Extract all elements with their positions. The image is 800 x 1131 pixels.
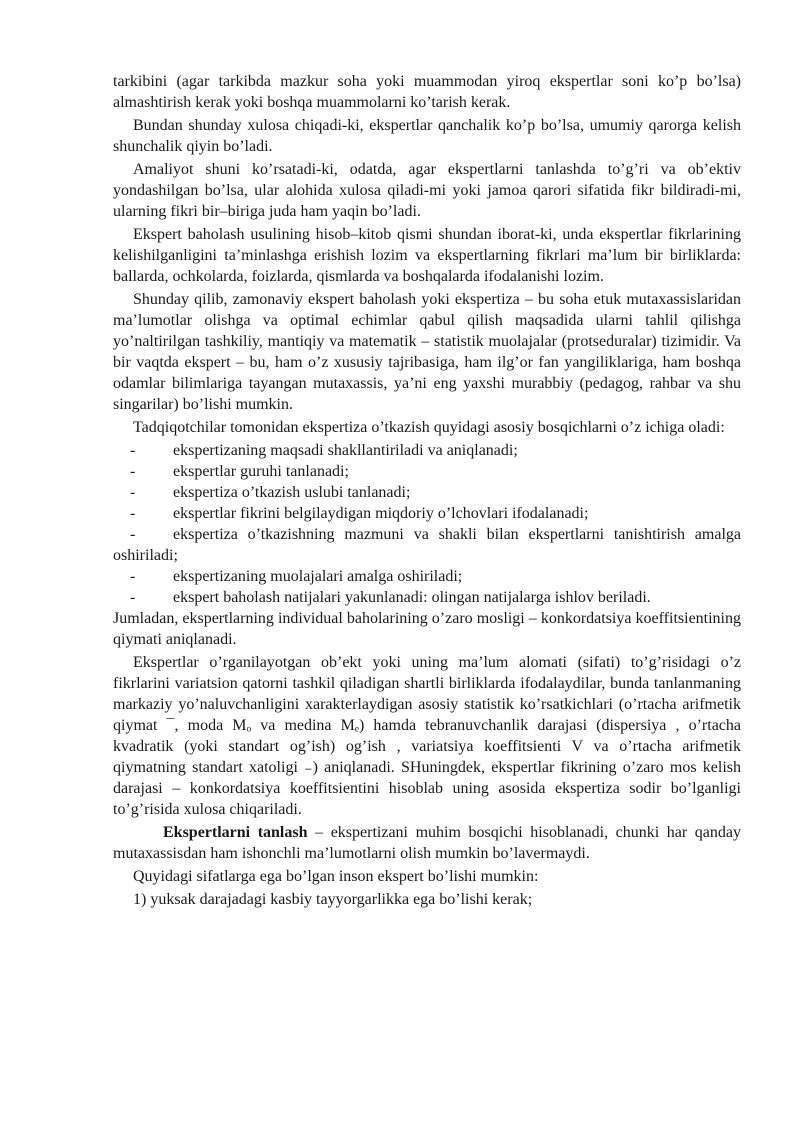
paragraph-1: tarkibini (agar tarkibda mazkur soha yoki muammodan yiroq ekspertlar soni ko’p bo’lsa) almashtirish kerak yoki boshqa muammolarni ko’tarish kerak. bbox=[113, 73, 741, 111]
paragraph-9-text: – ekspertizani muhim bosqichi hisoblanadi, chunki har qanday mutaxassisdan ham ishonchli ma’lumotlarni olish mumkin bo’lavermaydi. bbox=[113, 824, 742, 862]
list-item-text: ekspertizaning muolajalari amalga oshiriladi; bbox=[173, 568, 463, 585]
list-item bbox=[113, 440, 741, 461]
list-item bbox=[113, 566, 741, 587]
list-item bbox=[113, 587, 741, 608]
list-dash: - bbox=[130, 442, 136, 459]
paragraph-9 bbox=[113, 822, 741, 864]
paragraph-3: Amaliyot shuni ko’rsatadi-ki, odatda, agar ekspertlarni tanlashda to’g’ri va ob’ektiv yondashilgan bo’lsa, ular alohida xulosa qiladi-mi yoki jamoa qarori sifatida fikr bildiradi-mi, ularning fikri bir–biriga juda ham yaqin bo’ladi. bbox=[113, 161, 741, 220]
document-page bbox=[113, 71, 741, 912]
paragraph-11: 1) yuksak darajadagi kasbiy tayyorgarlikka ega bo’lishi kerak; bbox=[133, 891, 533, 908]
list-item-text: ekspertlar guruhi tanlanadi; bbox=[173, 463, 349, 480]
list-dash: - bbox=[130, 505, 136, 522]
paragraph-8: Ekspertlar o’rganilayotgan ob’ekt yoki uning ma’lum alomati (sifati) to’g’risidagi o’z fikrlarini variatsion qatorni tashkil qiladigan shartli birliklarda ifodalaydilar, bunda tanlanmaning markaziy yo’naluvchanligini xarakterlaydigan asosiy statistik ko’rsatkichlari (o’rtacha arifmetik qiymat ¯, moda Mₒ va medina Mₑ) hamda tebranuvchanlik darajasi (dispersiya , o’rtacha kvadratik (yoki standart og’ish) og’ish , variatsiya koeffitsienti V va o’rtacha arifmetik qiymatning standart xatoligi ₋) aniqlanadi. SHuningdek, ekspertlar fikrining o’zaro mos kelish darajasi – konkordatsiya koeffitsientini hisoblab uning asosida ekspertiza sodir bo’lganligi to’g’risida xulosa chiqariladi. bbox=[113, 654, 741, 818]
list-item-text: ekspertizaning maqsadi shakllantiriladi va aniqlanadi; bbox=[173, 442, 518, 459]
paragraph-5: Shunday qilib, zamonaviy ekspert baholash yoki ekspertiza – bu soha etuk mutaxassislaridan ma’lumotlar olishga va optimal echimlar qabul qilish maqsadida ularni tahlil qilishga yo’naltirilgan tashkiliy, mantiqiy va matematik – statistik muolajalar (protseduralar) tizimidir. Va bir vaqtda ekspert – bu, ham o’z xususiy tajribasiga, ham ilg’or fan yangiliklariga, ham boshqa odamlar bilimlariga tayangan mutaxassis, ya’ni eng yaxshi murabbiy (pedagog, rahbar va shu singarilar) bo’lishi mumkin. bbox=[113, 291, 741, 413]
list-item bbox=[113, 524, 741, 566]
list-item bbox=[113, 461, 741, 482]
list-item-text: ekspertiza o’tkazishning mazmuni va shakli bilan ekspertlarni tanishtirish amalga oshiriladi; bbox=[113, 526, 741, 564]
paragraph-2: Bundan shunday xulosa chiqadi-ki, ekspertlar qanchalik ko’p bo’lsa, umumiy qarorga kelish shunchalik qiyin bo’ladi. bbox=[113, 117, 741, 155]
list-dash: - bbox=[130, 589, 136, 606]
stages-list bbox=[113, 440, 741, 608]
list-dash: - bbox=[130, 526, 136, 543]
paragraph-6: Tadqiqotchilar tomonidan ekspertiza o’tkazish quyidagi asosiy bosqichlarni o’z ichiga oladi: bbox=[133, 419, 725, 436]
list-item-text: ekspert baholash natijalari yakunlanadi: olingan natijalarga ishlov beriladi. bbox=[173, 589, 651, 606]
bold-term: Ekspertlarni tanlash bbox=[163, 824, 308, 841]
list-item bbox=[113, 482, 741, 503]
list-item bbox=[113, 503, 741, 524]
paragraph-7: Jumladan, ekspertlarning individual baholarining o’zaro mosligi – konkordatsiya koeffitsientining qiymati aniqlanadi. bbox=[113, 610, 741, 648]
paragraph-10: Quyidagi sifatlarga ega bo’lgan inson ekspert bo’lishi mumkin: bbox=[133, 868, 539, 885]
list-item-text: ekspertiza o’tkazish uslubi tanlanadi; bbox=[173, 484, 411, 501]
list-dash: - bbox=[130, 484, 136, 501]
paragraph-4: Ekspert baholash usulining hisob–kitob qismi shundan iborat-ki, unda ekspertlar fikrlarining kelishilganligini ta’minlashga erishish lozim va ekspertlarning fikrlari ma’lum bir birliklarda: ballarda, ochkolarda, foizlarda, qismlarda va boshqalarda ifodalanishi lozim. bbox=[113, 226, 741, 285]
list-dash: - bbox=[130, 463, 136, 480]
list-item-text: ekspertlar fikrini belgilaydigan miqdoriy o’lchovlari ifodalanadi; bbox=[173, 505, 589, 522]
list-dash: - bbox=[130, 568, 136, 585]
